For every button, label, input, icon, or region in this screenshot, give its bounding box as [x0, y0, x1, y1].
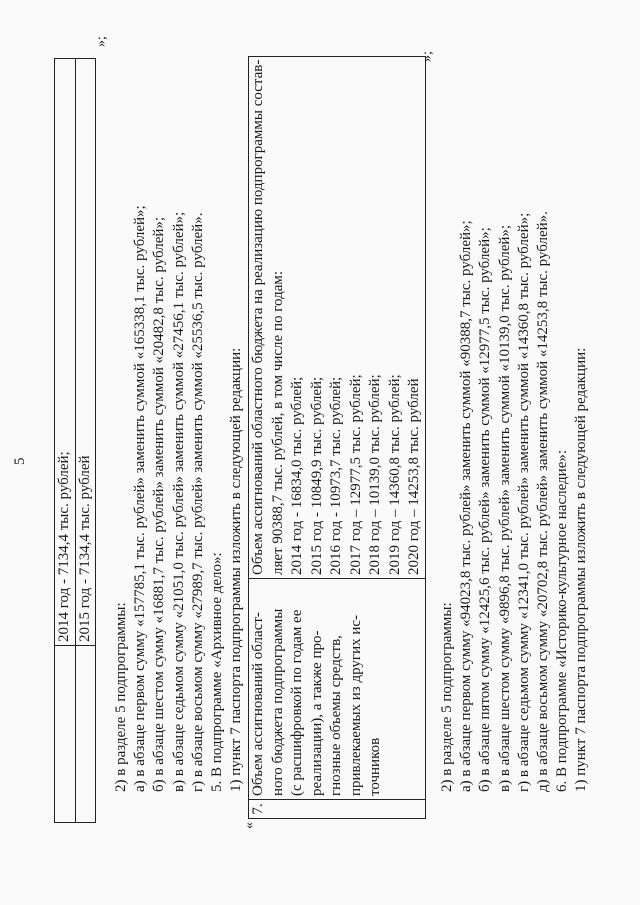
- text-line: в) в абзаце шестом сумму «9896,8 тыс. рублей» заменить суммой «10139,0 тыс. рублей»;: [496, 224, 513, 792]
- text-line: б) в абзаце пятом сумму «12425,6 тыс. рублей» заменить суммой «12977,5 тыс. рублей»;: [477, 227, 494, 792]
- page-number: 5: [12, 457, 28, 465]
- value-line: ляет 90388,7 тыс. рублей, в том числе по годам:: [269, 270, 286, 575]
- text-line: 1) пункт 7 паспорта подпрограммы изложить в следующей редакции:: [573, 347, 590, 792]
- value-line: 2015 год - 10849,9 тыс. рублей;: [308, 376, 325, 575]
- top-table-fragment: [54, 58, 96, 823]
- table-row: [75, 59, 96, 823]
- text-line: г) в абзаце восьмом сумму «27989,7 тыс. рублей» заменить суммой «25536,5 тыс. рублей».: [189, 212, 206, 792]
- amendment-block-1: [112, 205, 246, 792]
- table-cell: 2014 год - 7134,4 тыс. рублей;: [55, 59, 76, 646]
- row-label-cell: [249, 579, 426, 800]
- text-line: 2) в разделе 5 подпрограммы:: [113, 602, 129, 792]
- value-line: 2020 год – 14253,8 тыс. рублей: [406, 378, 422, 575]
- text-line: 2) в разделе 5 подпрограммы:: [439, 602, 455, 792]
- value-line: 2016 год - 10973,7 тыс. рублей;: [328, 376, 344, 575]
- table-cell: 2015 год - 7134,4 тыс. рублей: [75, 59, 96, 646]
- label-line: реализации), а также про-: [308, 630, 325, 796]
- label-line: привлекаемых из других ис-: [347, 614, 364, 796]
- text-line: 5. В подпрограмме «Архивное дело»:: [208, 552, 225, 792]
- label-line: точников: [367, 737, 383, 796]
- text-line: б) в абзаце шестом сумму «16881,7 тыс. рублей» заменить суммой «20482,8 тыс. рублей»;: [151, 216, 168, 792]
- opening-quote: «: [242, 822, 257, 829]
- value-line: 2014 год - 16834,0 тыс. рублей;: [289, 376, 305, 575]
- value-line: 2019 год – 14360,8 тыс. рублей;: [386, 374, 403, 575]
- text-line: г) в абзаце седьмом сумму «12341,0 тыс. рублей» заменить суммой «14360,8 тыс. рублей»;: [515, 212, 532, 792]
- text-line: а) в абзаце первом сумму «157785,1 тыс. рублей» заменить суммой «165338,1 тыс. рублей»;: [132, 205, 149, 792]
- text-line: 6. В подпрограмме «Историко-культурное наследие»:: [554, 449, 571, 792]
- value-line: 2017 год – 12977,5 тыс. рублей;: [347, 374, 364, 575]
- label-line: гнозные объемы средств,: [328, 635, 344, 796]
- amendment-block-2: [438, 211, 592, 792]
- value-line: 2018 год – 10139,0 тыс. рублей;: [367, 374, 383, 575]
- table-cell-empty: [55, 646, 76, 823]
- label-line: ного бюджета подпрограммы: [269, 608, 286, 796]
- passport-table: [248, 56, 426, 819]
- label-line: Объем ассигнований област-: [250, 612, 266, 796]
- table-cell-empty: [75, 646, 96, 823]
- text-line: а) в абзаце первом сумму «94023,8 тыс. рублей» заменить суммой «90388,7 тыс. рублей»;: [458, 220, 475, 792]
- text-line: в) в абзаце седьмом сумму «21051,0 тыс. рублей» заменить суммой «27456,1 тыс. рублей»;: [170, 211, 187, 792]
- text-line: д) в абзаце восьмом сумму «20702,8 тыс. рублей» заменить суммой «14253,8 тыс. рублей».: [534, 211, 551, 792]
- closing-quote: »;: [420, 51, 435, 62]
- row-value-cell: [249, 56, 426, 578]
- table-row: [55, 59, 76, 823]
- label-line: (с расшифровкой по годам ее: [289, 609, 305, 796]
- closing-quote: »;: [94, 36, 109, 47]
- row-number: 7.: [249, 800, 426, 819]
- text-line: 1) пункт 7 паспорта подпрограммы изложить в следующей редакции:: [228, 347, 245, 792]
- value-line: Объем ассигнований областного бюджета на реализацию подпрограммы состав-: [250, 59, 266, 575]
- table-row: [249, 56, 426, 818]
